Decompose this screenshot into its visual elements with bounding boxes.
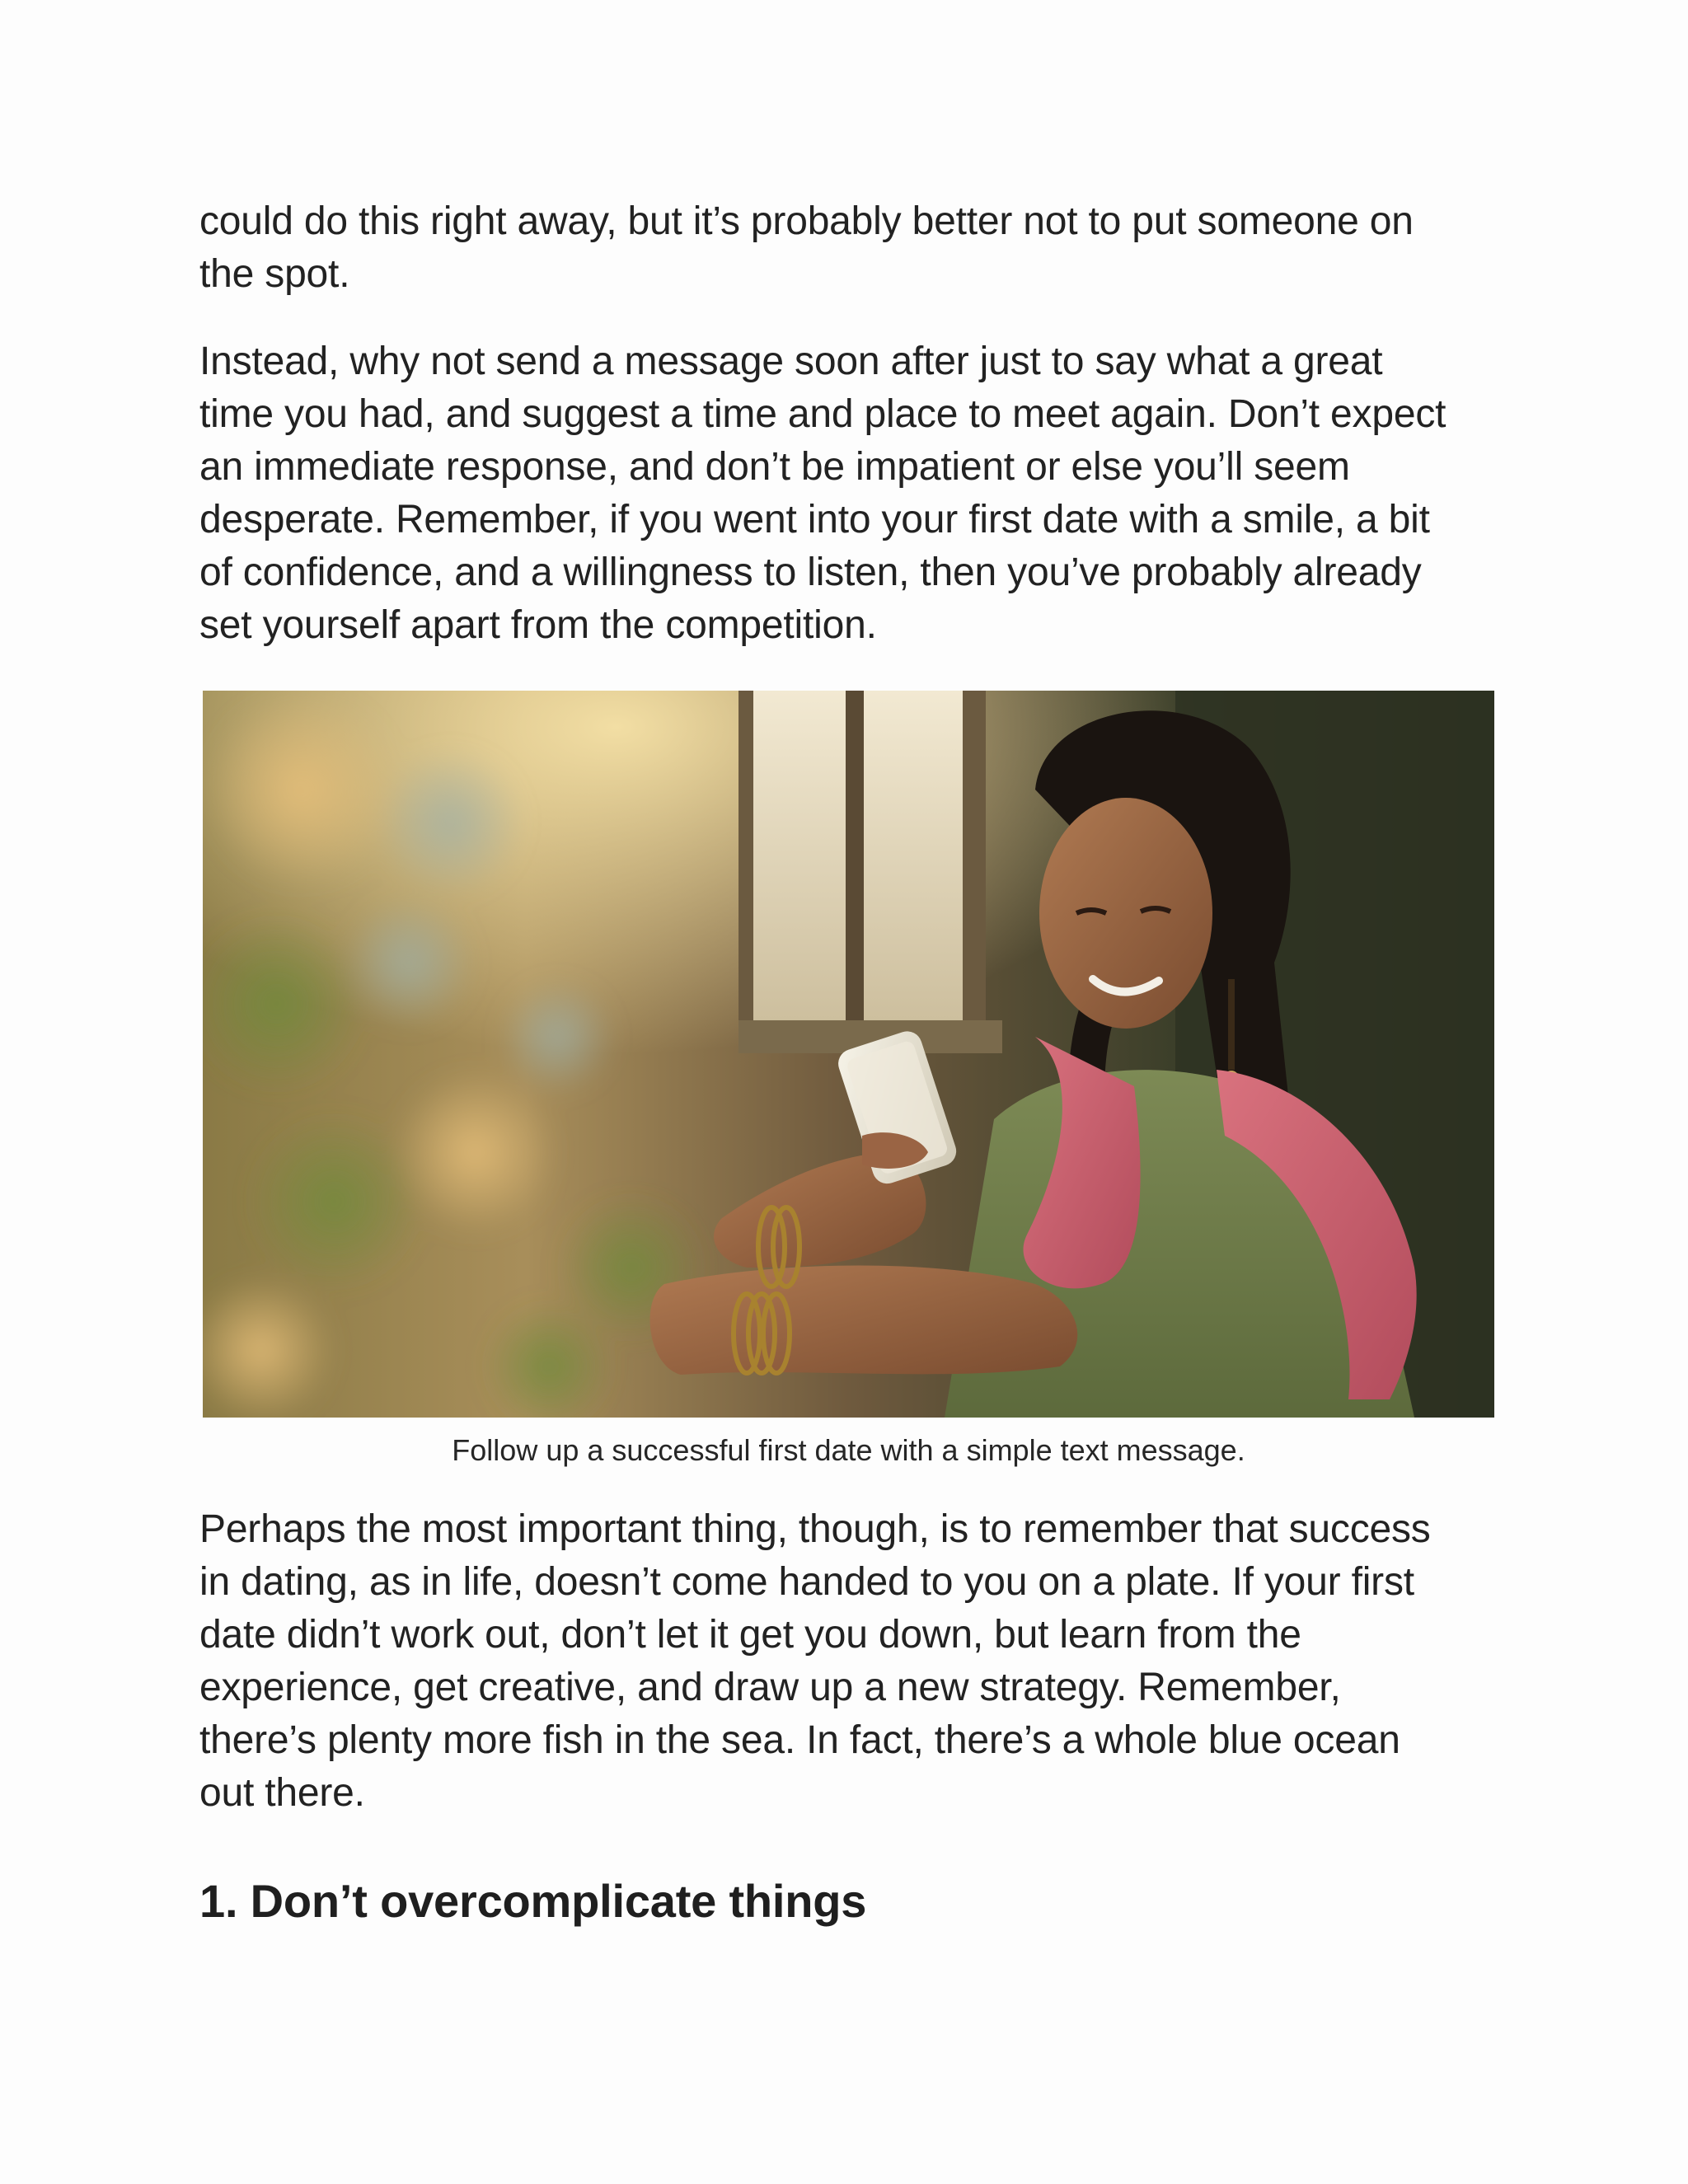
text-line: set yourself apart from the competition. — [199, 603, 877, 647]
text-line: in dating, as in life, doesn’t come handed to you on a plate. If your first — [199, 1560, 1414, 1604]
text-line: an immediate response, and don’t be impatient or else you’ll seem — [199, 445, 1350, 489]
article-photo — [203, 691, 1494, 1418]
paragraph-conclusion — [199, 1503, 1493, 1820]
section-heading: 1. Don’t overcomplicate things — [199, 1875, 867, 1927]
text-line: there’s plenty more fish in the sea. In fact, there’s a whole blue ocean — [199, 1718, 1400, 1762]
text-line: the spot. — [199, 252, 350, 296]
text-line: experience, get creative, and draw up a new strategy. Remember, — [199, 1666, 1341, 1709]
text-line: Instead, why not send a message soon after just to say what a great — [199, 340, 1383, 383]
text-line: out there. — [199, 1771, 365, 1815]
paragraph-intro — [199, 195, 1493, 301]
text-line: of confidence, and a willingness to listen, then you’ve probably already — [199, 551, 1422, 594]
text-line: desperate. Remember, if you went into your first date with a smile, a bit — [199, 498, 1430, 541]
text-line: date didn’t work out, don’t let it get you down, but learn from the — [199, 1613, 1301, 1657]
figure-caption: Follow up a successful first date with a simple text message. — [452, 1433, 1245, 1467]
text-line: time you had, and suggest a time and place to meet again. Don’t expect — [199, 392, 1447, 436]
text-line: Perhaps the most important thing, though, is to remember that success — [199, 1507, 1431, 1551]
text-line: could do this right away, but it’s probably better not to put someone on — [199, 199, 1414, 243]
paragraph-follow-up — [199, 335, 1493, 652]
photo-woman-texting — [203, 691, 1494, 1418]
